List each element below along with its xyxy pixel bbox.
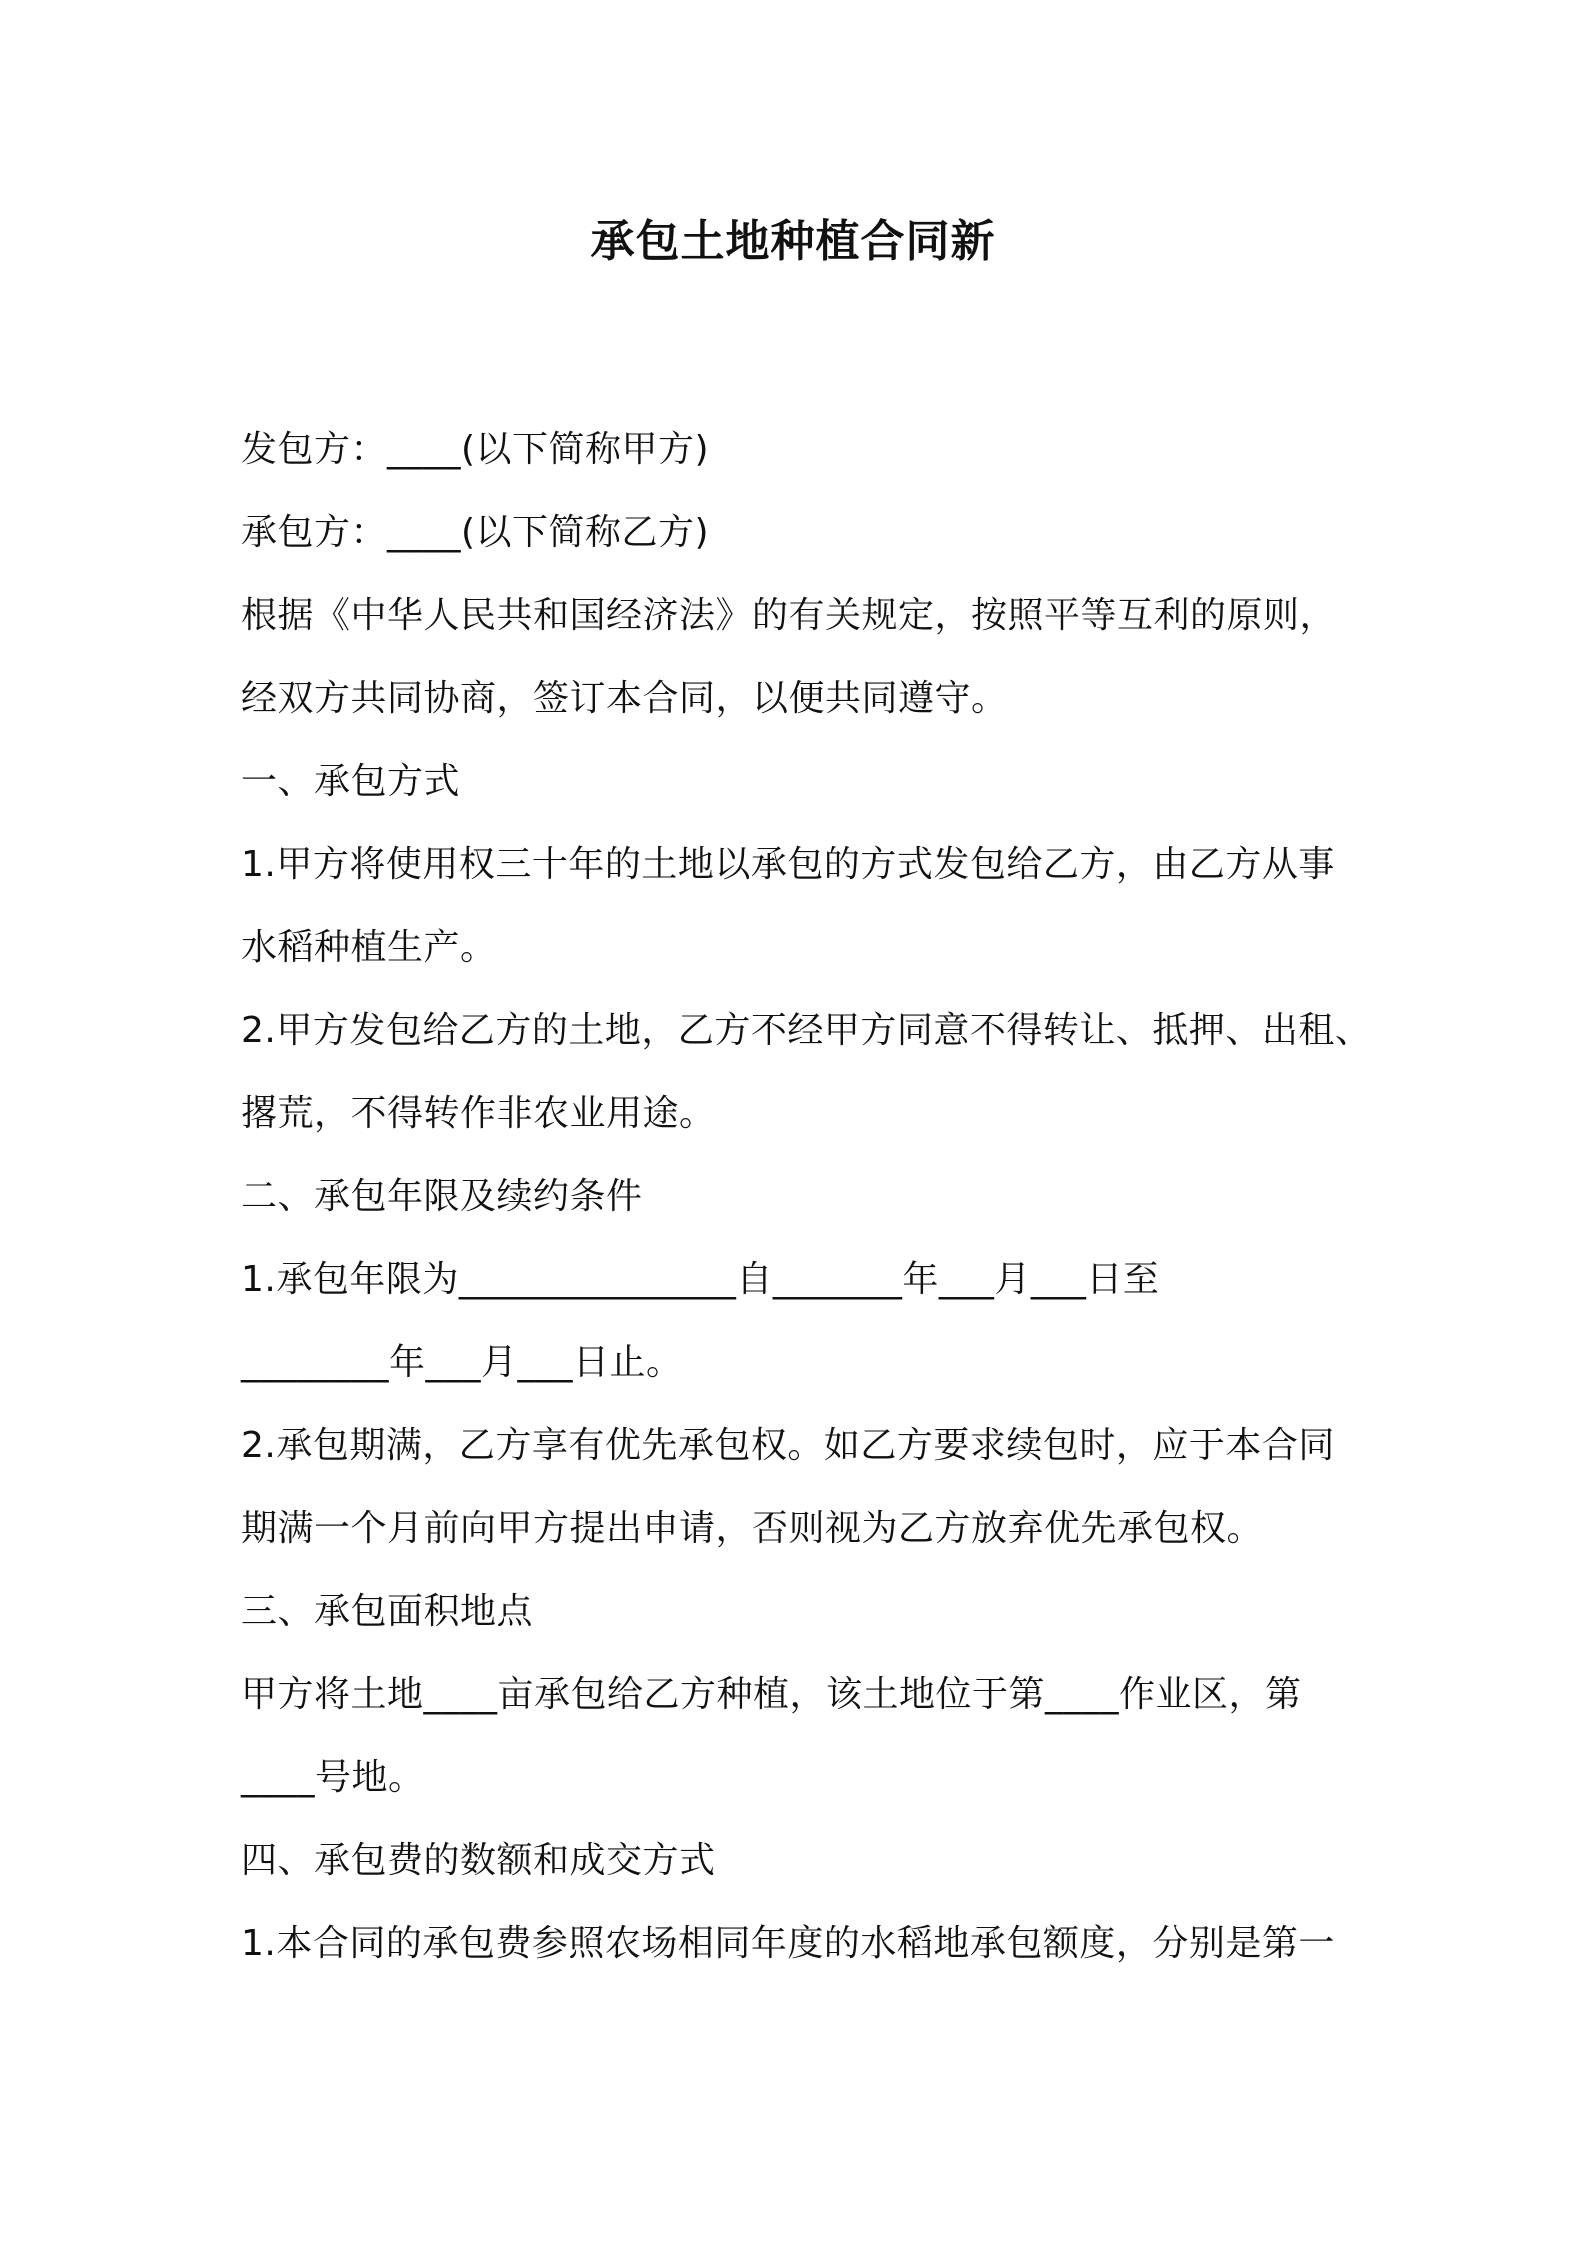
section-2-heading: 二、承包年限及续约条件 xyxy=(241,1176,643,1217)
clause-1-1-line-2: 水稻种植生产。 xyxy=(241,927,497,968)
section-1-heading: 一、承包方式 xyxy=(241,761,461,802)
clause-3-line-2: ____号地。 xyxy=(241,1757,425,1798)
clause-1-2-line-2: 撂荒，不得转作非农业用途。 xyxy=(241,1093,716,1134)
section-4-heading: 四、承包费的数额和成交方式 xyxy=(241,1840,716,1881)
clause-2-1-line-2: ________年___月___日止。 xyxy=(241,1342,683,1383)
section-3-heading: 三、承包面积地点 xyxy=(241,1591,534,1632)
clause-2-2-line-2: 期满一个月前向甲方提出申请，否则视为乙方放弃优先承包权。 xyxy=(241,1508,1264,1549)
clause-2-1-line-1: 1.承包年限为_______________自_______年___月___日至 xyxy=(241,1259,1160,1300)
document-title: 承包土地种植合同新 xyxy=(590,216,996,267)
clause-1-1-line-1: 1.甲方将使用权三十年的土地以承包的方式发包给乙方，由乙方从事 xyxy=(241,844,1335,885)
preamble-line-1: 根据《中华人民共和国经济法》的有关规定，按照平等互利的原则， xyxy=(241,595,1337,636)
party-b-line: 承包方：____(以下简称乙方) xyxy=(241,512,710,553)
clause-1-2-line-1: 2.甲方发包给乙方的土地，乙方不经甲方同意不得转让、抵押、出租、 xyxy=(241,1010,1372,1051)
clause-4-1-line-1: 1.本合同的承包费参照农场相同年度的水稻地承包额度，分别是第一 xyxy=(241,1923,1335,1964)
document-body xyxy=(241,408,1372,1985)
preamble-line-2: 经双方共同协商，签订本合同，以便共同遵守。 xyxy=(241,678,1008,719)
clause-2-2-line-1: 2.承包期满，乙方享有优先承包权。如乙方要求续包时，应于本合同 xyxy=(241,1425,1335,1466)
clause-3-line-1: 甲方将土地____亩承包给乙方种植，该土地位于第____作业区，第 xyxy=(241,1674,1302,1715)
party-a-line: 发包方：____(以下简称甲方) xyxy=(241,429,710,470)
